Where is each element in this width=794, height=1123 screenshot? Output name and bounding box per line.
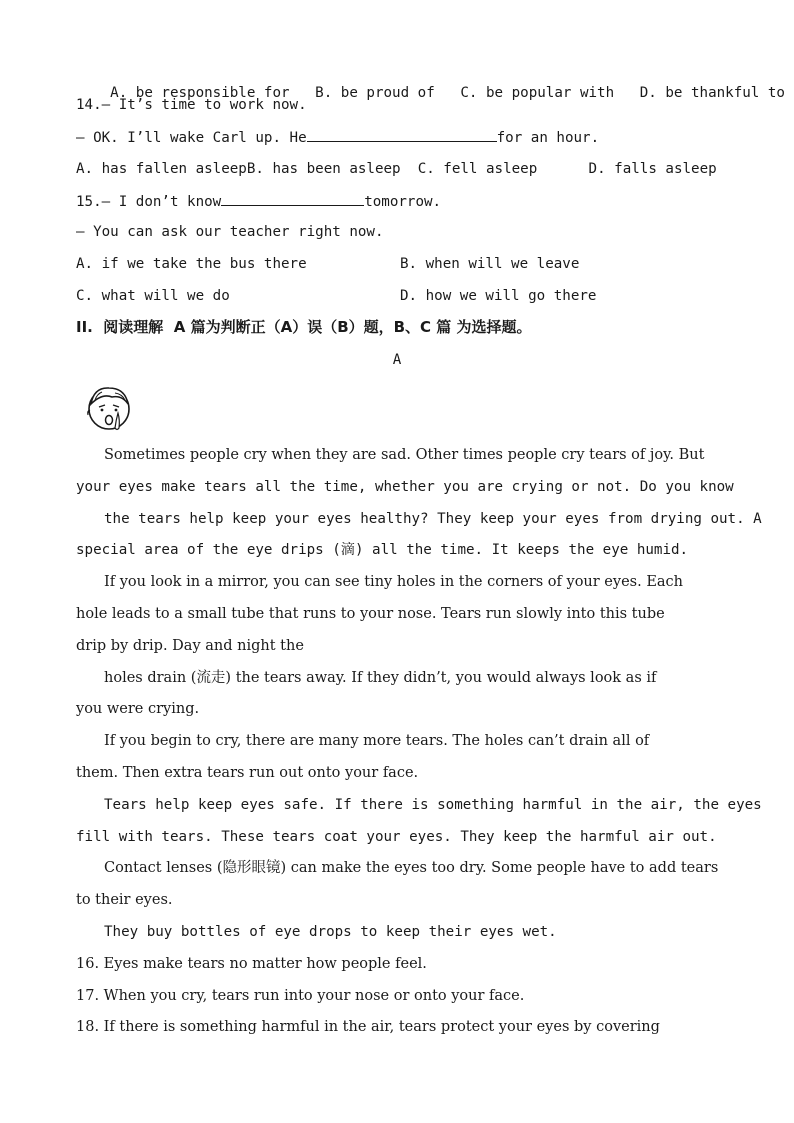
q15-option-b: B. when will we leave bbox=[400, 256, 580, 272]
q14-option-c: C. fell asleep bbox=[417, 161, 538, 177]
q15-prompt-end: tomorrow. bbox=[364, 194, 442, 210]
q13-option-d: D. be thankful to bbox=[639, 85, 785, 101]
passage-line: your eyes make tears all the time, whether you are crying or not. Do you know bbox=[76, 479, 734, 495]
q14-number: 14. bbox=[76, 97, 102, 113]
passage-line: special area of the eye drips (滴) all the time. It keeps the eye humid. bbox=[76, 542, 689, 558]
q15-number: 15. bbox=[76, 194, 102, 210]
q14-option-a: A. has fallen asleep bbox=[76, 161, 247, 177]
passage-line: Sometimes people cry when they are sad. Other times people cry tears of joy. But bbox=[104, 447, 705, 463]
question-16: 16. Eyes make tears no matter how people feel. bbox=[76, 956, 427, 972]
passage-line: drip by drip. Day and night the bbox=[76, 638, 304, 654]
passage-line: them. Then extra tears run out onto your face. bbox=[76, 765, 419, 781]
question-18: 18. If there is something harmful in the air, tears protect your eyes by covering bbox=[76, 1019, 660, 1035]
passage-line: holes drain (流走) the tears away. If they didn’t, you would always look as if bbox=[104, 670, 657, 686]
passage-line: to their eyes. bbox=[76, 892, 173, 908]
q15-answer-blank[interactable] bbox=[221, 191, 364, 206]
q14-prompt: — It’s time to work now. bbox=[101, 97, 307, 113]
q13-option-b: B. be proud of bbox=[315, 85, 435, 101]
q13-option-a: A. be responsible for bbox=[110, 85, 290, 101]
q14-response-start: — OK. I’ll wake Carl up. He bbox=[76, 130, 307, 146]
passage-label: A bbox=[392, 352, 402, 368]
q14-option-d: D. falls asleep bbox=[588, 161, 717, 177]
q15-option-d: D. how we will go there bbox=[400, 288, 597, 304]
q15-line2: — You can ask our teacher right now. bbox=[76, 224, 384, 240]
passage-line: Contact lenses (隐形眼镜) can make the eyes too dry. Some people have to add tears bbox=[104, 860, 719, 876]
q14-line1 bbox=[76, 95, 307, 115]
passage-line: you were crying. bbox=[76, 701, 200, 717]
passage-line: If you look in a mirror, you can see tiny holes in the corners of your eyes. Each bbox=[104, 574, 684, 590]
question-17: 17. When you cry, tears run into your nose or onto your face. bbox=[76, 988, 525, 1004]
q14-options bbox=[76, 159, 717, 179]
q15-option-a: A. if we take the bus there bbox=[76, 256, 307, 272]
crying-face-icon bbox=[82, 380, 138, 436]
passage-line: They buy bottles of eye drops to keep their eyes wet. bbox=[104, 924, 557, 940]
passage-line: Tears help keep eyes safe. If there is something harmful in the air, the eyes bbox=[104, 797, 762, 813]
q14-line2 bbox=[76, 127, 599, 148]
section-heading: II. 阅读理解 A 篇为判断正（A）误（B）题，B、C 篇 为选择题。 bbox=[76, 318, 532, 336]
q15-option-c: C. what will we do bbox=[76, 288, 230, 304]
passage-line: hole leads to a small tube that runs to your nose. Tears run slowly into this tube bbox=[76, 606, 665, 622]
q14-answer-blank[interactable] bbox=[307, 127, 497, 142]
q15-prompt-start: — I don’t know bbox=[101, 194, 222, 210]
q14-option-b: B. has been asleep bbox=[246, 161, 401, 177]
q13-option-c: C. be popular with bbox=[460, 85, 615, 101]
passage-line: If you begin to cry, there are many more tears. The holes can’t drain all of bbox=[104, 733, 650, 749]
passage-line: the tears help keep your eyes healthy? They keep your eyes from drying out. A bbox=[104, 511, 762, 527]
passage-line: fill with tears. These tears coat your eyes. They keep the harmful air out. bbox=[76, 829, 717, 845]
q15-line1 bbox=[76, 191, 441, 212]
q14-response-end: for an hour. bbox=[496, 130, 600, 146]
